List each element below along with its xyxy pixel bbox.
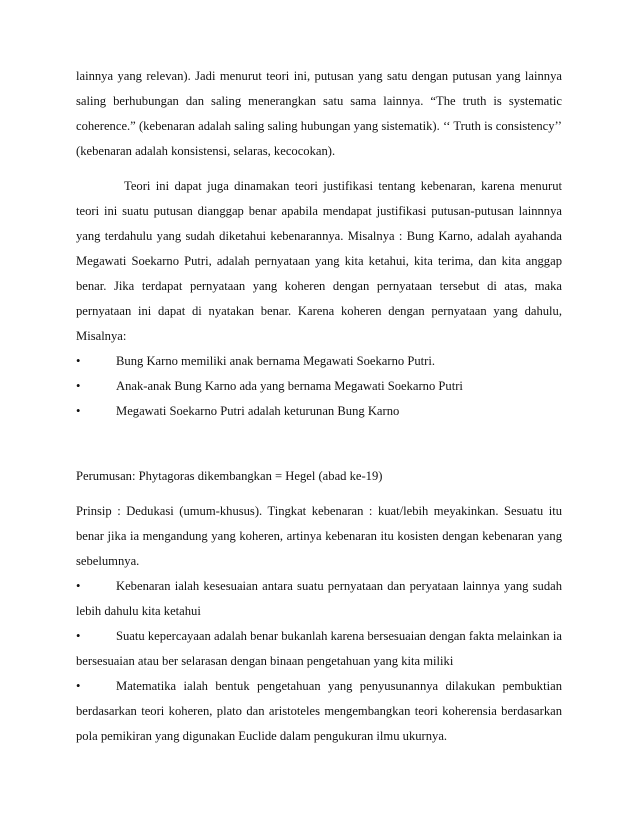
bullet-marker: •	[76, 629, 81, 643]
bullet-marker: •	[76, 354, 81, 368]
paragraph-prinsip: Prinsip : Dedukasi (umum-khusus). Tingkat kebenaran : kuat/lebih meyakinkan. Sesuatu itu benar jika ia mengandung yang koheren, artinya kebenaran itu kosisten dengan kebenaran yang sebelumnya.	[76, 504, 562, 568]
list-item	[76, 574, 562, 624]
list-item	[76, 349, 562, 374]
list-item-text: Matematika ialah bentuk pengetahuan yang penyusunannya dilakukan pembuktian berdasarkan teori koheren, plato dan aristoteles mengembangkan teori koherensia berdasarkan pola pemikiran yang digunakan Euclide dalam pengukuran ilmu ukurnya.	[76, 679, 562, 743]
paragraph-justification-theory: Teori ini dapat juga dinamakan teori justifikasi tentang kebenaran, karena menurut teori ini suatu putusan dianggap benar apabila mendapat justifikasi putusan-putusan lainnnya yang terdahulu yang sudah diketahui kebenarannya. Misalnya : Bung Karno, adalah ayahanda Megawati Soekarno Putri, adalah pernyataan yang kita ketahui, kita terima, dan kita anggap benar. Jika terdapat pernyataan yang koheren dengan pernyataan tersebut di atas, maka pernyataan ini dapat di nyatakan benar. Karena koheren dengan pernyataan yang dahulu, Misalnya:	[76, 179, 562, 343]
bullet-marker: •	[76, 404, 81, 418]
bullet-marker: •	[76, 679, 81, 693]
paragraph-perumusan: Perumusan: Phytagoras dikembangkan = Hegel (abad ke-19)	[76, 469, 383, 483]
bullet-marker: •	[76, 579, 81, 593]
list-item	[76, 399, 562, 424]
list-item	[76, 624, 562, 674]
list-item-text: Bung Karno memiliki anak bernama Megawati Soekarno Putri.	[116, 354, 435, 368]
bullet-marker: •	[76, 379, 81, 393]
list-item-text: Kebenaran ialah kesesuaian antara suatu pernyataan dan peryataan lainnya yang sudah lebih dahulu kita ketahui	[76, 579, 562, 618]
list-item-text: Suatu kepercayaan adalah benar bukanlah karena bersesuaian dengan fakta melainkan ia bersesuaian atau ber selarasan dengan binaan pengetahuan yang kita miliki	[76, 629, 562, 668]
list-item-text: Megawati Soekarno Putri adalah keturunan Bung Karno	[116, 404, 400, 418]
list-item	[76, 674, 562, 749]
paragraph-coherence-intro: lainnya yang relevan). Jadi menurut teori ini, putusan yang satu dengan putusan yang lainnya saling berhubungan dan saling menerangkan satu sama lainnya. “The truth is systematic coherence.” (kebenaran adalah saling saling hubungan yang sistematik). ‘‘ Truth is consistency’’ (kebenaran adalah konsistensi, selaras, kecocokan).	[76, 69, 562, 158]
document-body	[76, 64, 562, 749]
list-item-text: Anak-anak Bung Karno ada yang bernama Megawati Soekarno Putri	[116, 379, 463, 393]
list-item	[76, 374, 562, 399]
